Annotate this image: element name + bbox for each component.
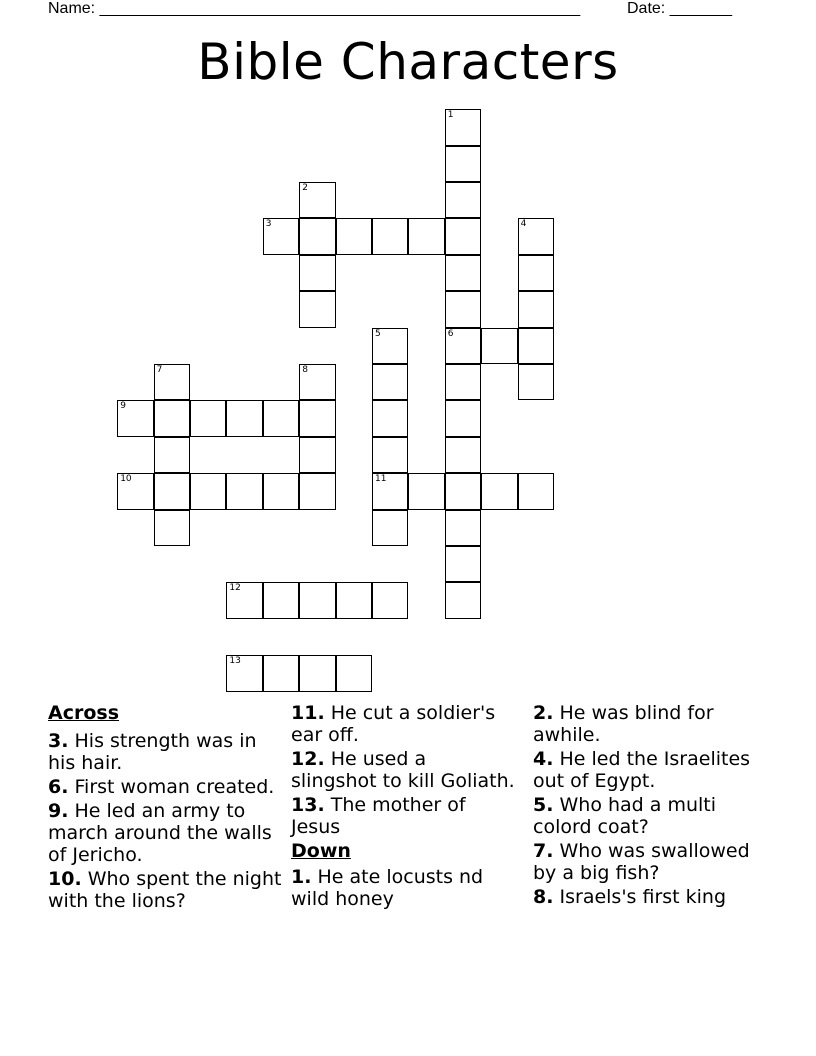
grid-cell[interactable] (190, 400, 226, 436)
name-field-line: Name: ______________________________________________________ (48, 0, 581, 17)
grid-cell[interactable] (372, 218, 408, 254)
cell-number: 12 (229, 583, 241, 594)
grid-cell[interactable] (299, 473, 335, 509)
clue-down-8: 8. Israels's first king (533, 886, 727, 908)
grid-cell[interactable] (445, 473, 481, 509)
grid-cell[interactable] (408, 218, 444, 254)
grid-cell[interactable] (445, 546, 481, 582)
clue-down-1: 1. He ate locusts nd wild honey (291, 866, 484, 910)
grid-cell[interactable] (372, 510, 408, 546)
grid-cell[interactable] (445, 218, 481, 254)
grid-cell[interactable] (445, 400, 481, 436)
clue-across-13: 13. The mother of Jesus (291, 794, 466, 838)
grid-cell[interactable] (154, 400, 190, 436)
grid-cell[interactable] (154, 437, 190, 473)
grid-cell[interactable] (299, 364, 335, 400)
clue-down-5: 5. Who had a multi colord coat? (533, 794, 717, 838)
grid-cell[interactable] (299, 400, 335, 436)
grid-cell[interactable] (372, 328, 408, 364)
grid-cell[interactable] (299, 291, 335, 327)
grid-cell[interactable] (299, 655, 335, 691)
grid-cell[interactable] (336, 218, 372, 254)
grid-cell[interactable] (263, 582, 299, 618)
grid-cell[interactable] (299, 218, 335, 254)
grid-cell[interactable] (226, 473, 262, 509)
grid-cell[interactable] (226, 655, 262, 691)
grid-cell[interactable] (263, 400, 299, 436)
grid-cell[interactable] (226, 400, 262, 436)
grid-cell[interactable] (445, 109, 481, 145)
page-title: Bible Characters (197, 33, 619, 91)
grid-cell[interactable] (263, 655, 299, 691)
cell-number: 11 (375, 474, 387, 485)
grid-cell[interactable] (190, 473, 226, 509)
cell-number: 4 (520, 219, 527, 230)
clue-column-3 (533, 702, 773, 910)
clue-across-11: 11. He cut a soldier's ear off. (291, 702, 496, 746)
cell-number: 9 (120, 401, 126, 412)
grid-cell[interactable] (518, 291, 554, 327)
clue-across-6: 6. First woman created. (48, 776, 275, 798)
grid-cell[interactable] (299, 182, 335, 218)
cell-number: 10 (120, 474, 132, 485)
cell-number: 6 (447, 328, 454, 339)
grid-cell[interactable] (336, 655, 372, 691)
grid-cell[interactable] (518, 364, 554, 400)
grid-cell[interactable] (372, 364, 408, 400)
clue-down-4: 4. He led the Israelites out of Egypt. (533, 748, 751, 792)
date-field-line: Date: _______ (627, 0, 732, 17)
cell-number: 7 (156, 365, 163, 375)
grid-cell[interactable] (372, 400, 408, 436)
grid-cell[interactable] (372, 582, 408, 618)
grid-cell[interactable] (445, 437, 481, 473)
grid-cell[interactable] (445, 146, 481, 182)
grid-cell[interactable] (481, 473, 517, 509)
clue-across-10: 10. Who spent the night with the lions? (48, 868, 282, 912)
grid-cell[interactable] (445, 582, 481, 618)
grid-cell[interactable] (372, 473, 408, 509)
grid-cell[interactable] (117, 473, 153, 509)
grid-cell[interactable] (226, 582, 262, 618)
clue-across-3: 3. His strength was in his hair. (48, 730, 257, 774)
cell-number: 1 (447, 110, 454, 121)
grid-cell[interactable] (299, 582, 335, 618)
grid-cell[interactable] (263, 473, 299, 509)
grid-cell[interactable] (445, 364, 481, 400)
grid-cell[interactable] (336, 582, 372, 618)
clue-column-2 (291, 702, 516, 912)
grid-cell[interactable] (481, 328, 517, 364)
grid-cell[interactable] (518, 218, 554, 254)
grid-cell[interactable] (154, 364, 190, 400)
cell-number: 3 (265, 219, 272, 230)
grid-cell[interactable] (299, 437, 335, 473)
grid-cell[interactable] (408, 473, 444, 509)
clue-across-12: 12. He used a slingshot to kill Goliath. (291, 748, 515, 792)
cell-number: 13 (229, 656, 241, 667)
clue-column-1 (48, 702, 283, 914)
down-heading: Down (291, 840, 351, 862)
cell-number: 8 (302, 365, 308, 375)
grid-cell[interactable] (372, 437, 408, 473)
grid-cell[interactable] (154, 510, 190, 546)
grid-cell[interactable] (263, 218, 299, 254)
clue-down-7: 7. Who was swallowed by a big fish? (533, 840, 750, 884)
grid-cell[interactable] (445, 291, 481, 327)
clue-down-2: 2. He was blind for awhile. (533, 702, 714, 746)
grid-cell[interactable] (445, 255, 481, 291)
grid-cell[interactable] (299, 255, 335, 291)
cell-number: 5 (375, 328, 381, 339)
clue-across-9: 9. He led an army to march around the walls of Jericho. (48, 800, 272, 866)
grid-cell[interactable] (445, 328, 481, 364)
grid-cell[interactable] (518, 473, 554, 509)
grid-cell[interactable] (445, 510, 481, 546)
grid-cell[interactable] (445, 182, 481, 218)
grid-cell[interactable] (117, 400, 153, 436)
cell-number: 2 (302, 183, 308, 193)
grid-cell[interactable] (518, 328, 554, 364)
grid-cell[interactable] (154, 473, 190, 509)
grid-cell[interactable] (518, 255, 554, 291)
across-heading: Across (48, 702, 120, 724)
